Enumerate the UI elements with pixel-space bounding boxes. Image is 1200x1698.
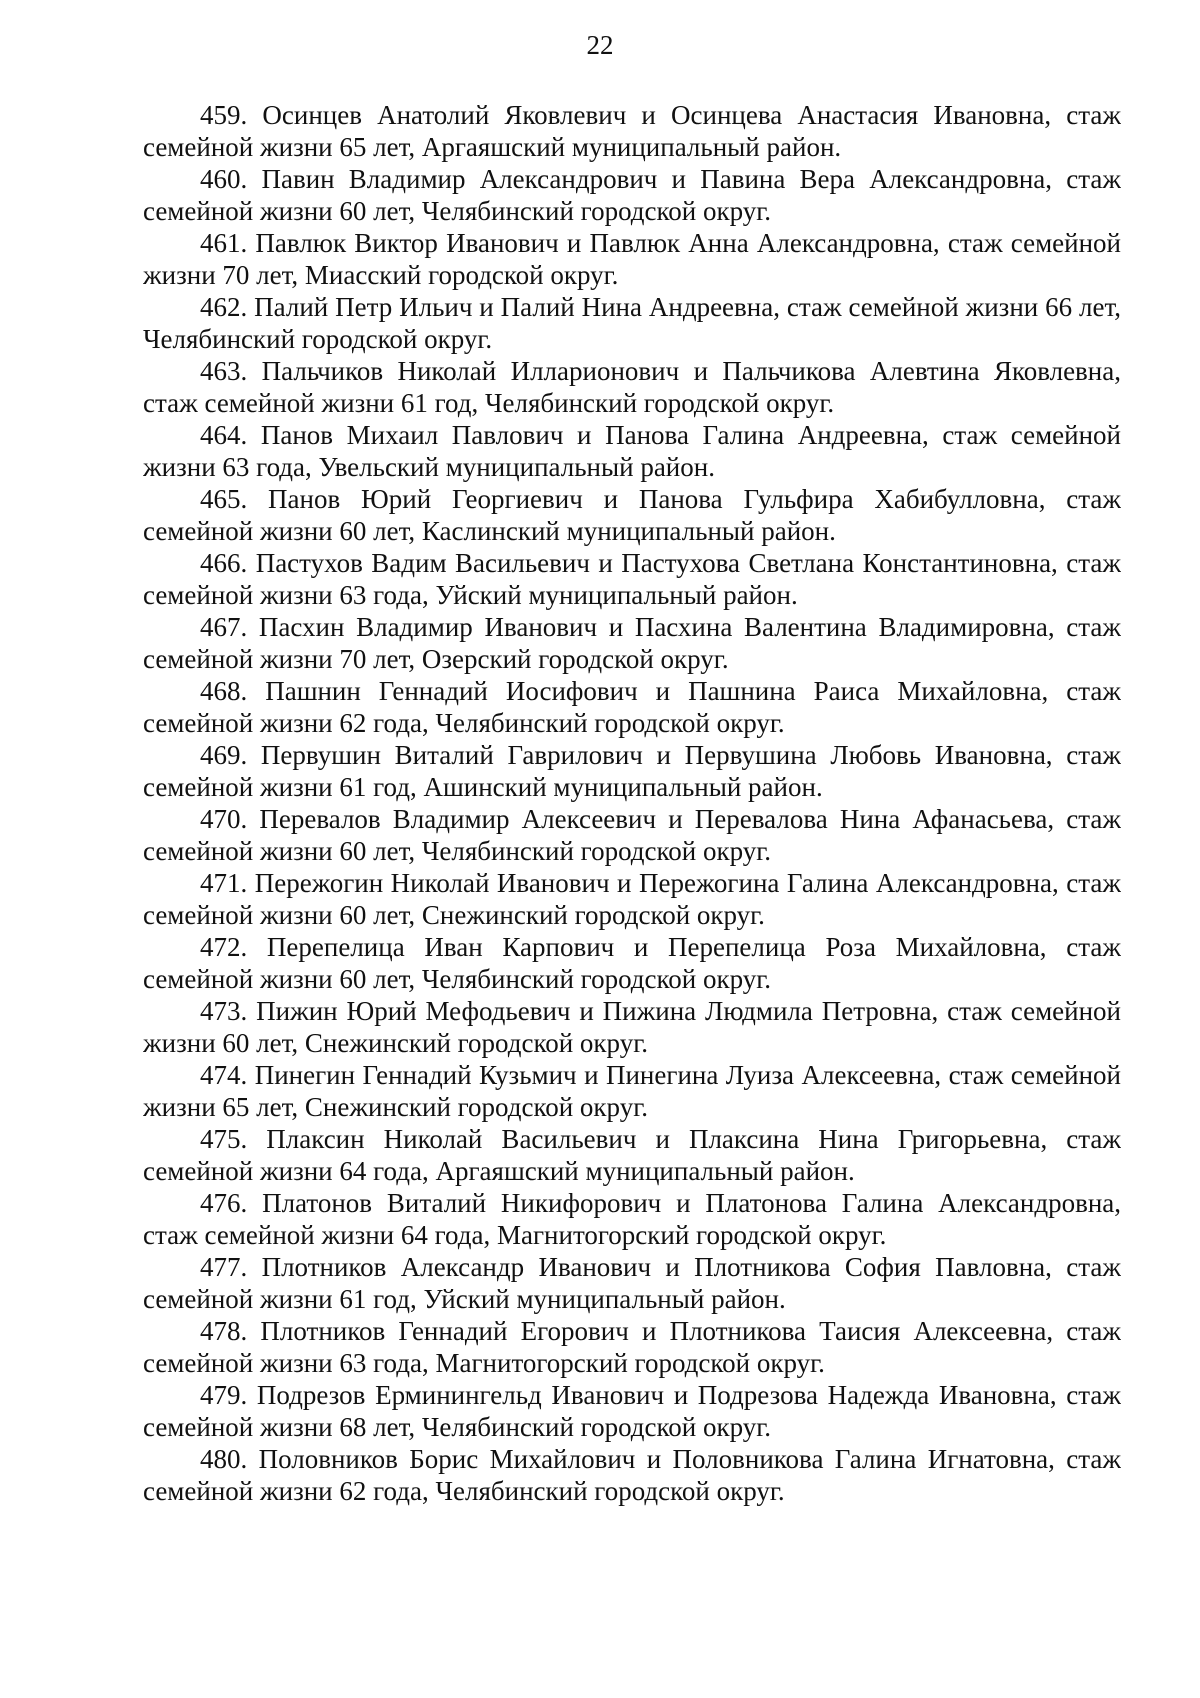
- list-item: 464. Панов Михаил Павлович и Панова Галина Андреевна, стаж семейной жизни 63 года, Увельский муниципальный район.: [143, 420, 1121, 482]
- list-item: 473. Пижин Юрий Мефодьевич и Пижина Людмила Петровна, стаж семейной жизни 60 лет, Снежинский городской округ.: [143, 996, 1121, 1058]
- list-item: 459. Осинцев Анатолий Яковлевич и Осинцева Анастасия Ивановна, стаж семейной жизни 65 лет, Аргаяшский муниципальный район.: [143, 100, 1121, 162]
- list-item: 465. Панов Юрий Георгиевич и Панова Гульфира Хабибулловна, стаж семейной жизни 60 лет, Каслинский муниципальный район.: [143, 484, 1121, 546]
- list-item: 472. Перепелица Иван Карпович и Перепелица Роза Михайловна, стаж семейной жизни 60 лет, Челябинский городской округ.: [143, 932, 1121, 994]
- list-item: 476. Платонов Виталий Никифорович и Платонова Галина Александровна, стаж семейной жизни 64 года, Магнитогорский городской округ.: [143, 1188, 1121, 1250]
- list-item: 468. Пашнин Геннадий Иосифович и Пашнина Раиса Михайловна, стаж семейной жизни 62 года, Челябинский городской округ.: [143, 676, 1121, 738]
- entry-list: [143, 99, 1121, 1507]
- list-item: 467. Пасхин Владимир Иванович и Пасхина Валентина Владимировна, стаж семейной жизни 70 лет, Озерский городской округ.: [143, 612, 1121, 674]
- list-item: 466. Пастухов Вадим Васильевич и Пастухова Светлана Константиновна, стаж семейной жизни 63 года, Уйский муниципальный район.: [143, 548, 1121, 610]
- list-item: 461. Павлюк Виктор Иванович и Павлюк Анна Александровна, стаж семейной жизни 70 лет, Миасский городской округ.: [143, 228, 1121, 290]
- list-item: 471. Пережогин Николай Иванович и Пережогина Галина Александровна, стаж семейной жизни 60 лет, Снежинский городской округ.: [143, 868, 1121, 930]
- list-item: 475. Плаксин Николай Васильевич и Плаксина Нина Григорьевна, стаж семейной жизни 64 года, Аргаяшский муниципальный район.: [143, 1124, 1121, 1186]
- list-item: 477. Плотников Александр Иванович и Плотникова София Павловна, стаж семейной жизни 61 год, Уйский муниципальный район.: [143, 1252, 1121, 1314]
- page-number: 22: [586, 30, 614, 60]
- list-item: 479. Подрезов Ерминингельд Иванович и Подрезова Надежда Ивановна, стаж семейной жизни 68 лет, Челябинский городской округ.: [143, 1380, 1121, 1442]
- list-item: 470. Перевалов Владимир Алексеевич и Перевалова Нина Афанасьева, стаж семейной жизни 60 лет, Челябинский городской округ.: [143, 804, 1121, 866]
- list-item: 474. Пинегин Геннадий Кузьмич и Пинегина Луиза Алексеевна, стаж семейной жизни 65 лет, Снежинский городской округ.: [143, 1060, 1121, 1122]
- list-item: 469. Первушин Виталий Гаврилович и Первушина Любовь Ивановна, стаж семейной жизни 61 год, Ашинский муниципальный район.: [143, 740, 1121, 802]
- list-item: 478. Плотников Геннадий Егорович и Плотникова Таисия Алексеевна, стаж семейной жизни 63 года, Магнитогорский городской округ.: [143, 1316, 1121, 1378]
- list-item: 463. Пальчиков Николай Илларионович и Пальчикова Алевтина Яковлевна, стаж семейной жизни 61 год, Челябинский городской округ.: [143, 356, 1121, 418]
- list-item: 480. Половников Борис Михайлович и Половникова Галина Игнатовна, стаж семейной жизни 62 года, Челябинский городской округ.: [143, 1444, 1121, 1506]
- list-item: 462. Палий Петр Ильич и Палий Нина Андреевна, стаж семейной жизни 66 лет, Челябинский городской округ.: [143, 292, 1121, 354]
- list-item: 460. Павин Владимир Александрович и Павина Вера Александровна, стаж семейной жизни 60 лет, Челябинский городской округ.: [143, 164, 1121, 226]
